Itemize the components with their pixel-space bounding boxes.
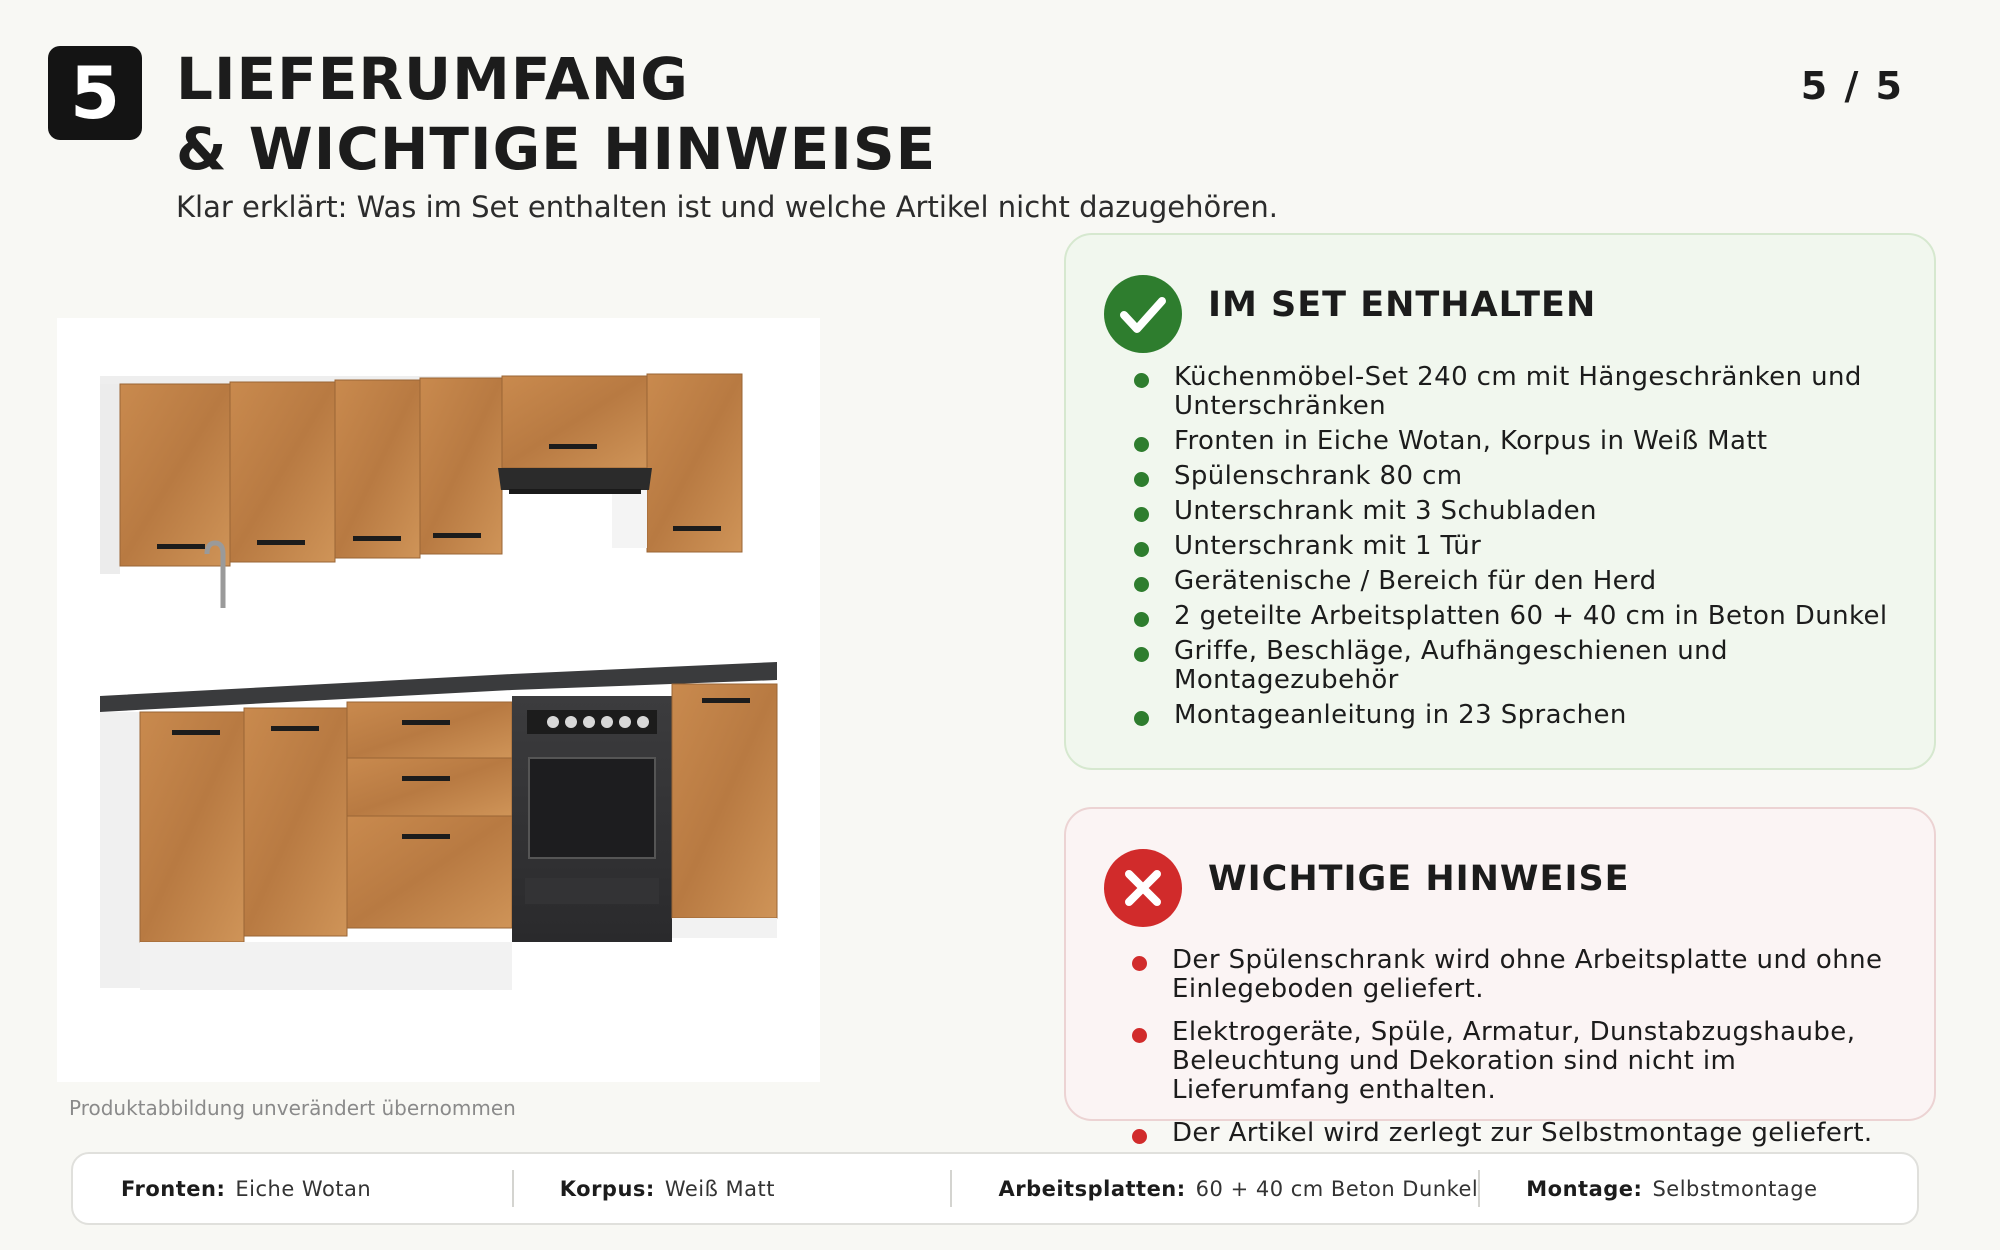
checkmark-icon [1104, 275, 1182, 353]
list-item-text: 2 geteilte Arbeitsplatten 60 + 40 cm in Beton Dunkel [1174, 601, 1888, 631]
bullet-icon [1132, 1129, 1147, 1144]
bullet-icon [1134, 711, 1149, 726]
list-item-text: Elektrogeräte, Spüle, Armatur, Dunstabzugshaube, Beleuchtung und Dekoration sind nicht im Lieferumfang enthalten. [1172, 1017, 1856, 1105]
list-item [1066, 462, 1934, 491]
list-item [1066, 567, 1934, 596]
list-item [1064, 1018, 1936, 1105]
list-item [1066, 637, 1934, 695]
list-item-text: Unterschrank mit 1 Tür [1174, 531, 1482, 561]
wall-cabinets [100, 374, 742, 574]
list-item-text: Küchenmöbel-Set 240 cm mit Hängeschränken und Unterschränken [1174, 362, 1862, 421]
bullet-icon [1134, 577, 1149, 592]
list-item-text: Gerätenische / Bereich für den Herd [1174, 566, 1657, 596]
bullet-icon [1134, 472, 1149, 487]
list-item [1066, 427, 1934, 456]
notes-heading: WICHTIGE HINWEISE [1208, 859, 1630, 899]
list-item-text: Fronten in Eiche Wotan, Korpus in Weiß Matt [1174, 426, 1768, 456]
bullet-icon [1134, 373, 1149, 388]
page-indicator: 5 / 5 [1800, 64, 1904, 108]
spec-value: Weiß Matt [664, 1176, 775, 1201]
spec-value: Eiche Wotan [235, 1176, 372, 1201]
cross-icon [1104, 849, 1182, 927]
list-item [1064, 1119, 1936, 1148]
spec-label: Montage: [1526, 1176, 1643, 1201]
base-cabinets [100, 543, 777, 990]
included-panel [1064, 233, 1936, 770]
bullet-icon [1134, 612, 1149, 627]
notes-list [1064, 946, 1936, 1162]
spec-label: Arbeitsplatten: [998, 1176, 1186, 1201]
bullet-icon [1132, 956, 1147, 971]
kitchen-set-illustration [57, 318, 820, 1082]
bullet-icon [1134, 647, 1149, 662]
list-item [1064, 946, 1936, 1004]
bullet-icon [1134, 437, 1149, 452]
list-item-text: Unterschrank mit 3 Schubladen [1174, 496, 1597, 526]
page-subtitle: Klar erklärt: Was im Set enthalten ist und welche Artikel nicht dazugehören. [176, 190, 1278, 224]
page-title-line-1: LIEFERUMFANG [176, 45, 689, 113]
list-item [1066, 701, 1934, 730]
list-item-text: Der Spülenschrank wird ohne Arbeitsplatte und ohne Einlegeboden geliefert. [1172, 945, 1883, 1004]
spec-montage [1478, 1154, 1917, 1223]
spec-label: Fronten: [121, 1176, 226, 1201]
list-item [1066, 497, 1934, 526]
included-heading: IM SET ENTHALTEN [1208, 285, 1597, 325]
spec-fronten [73, 1154, 512, 1223]
spec-korpus [512, 1154, 951, 1223]
bullet-icon [1134, 542, 1149, 557]
list-item-text: Spülenschrank 80 cm [1174, 461, 1463, 491]
specs-bar [71, 1152, 1919, 1225]
spec-arbeitsplatten [950, 1154, 1478, 1223]
page-title-line-2: & WICHTIGE HINWEISE [176, 115, 937, 183]
list-item-text: Griffe, Beschläge, Aufhängeschienen und Montagezubehör [1174, 636, 1728, 695]
list-item [1066, 602, 1934, 631]
bullet-icon [1132, 1028, 1147, 1043]
step-number-badge: 5 [48, 46, 142, 140]
product-image [57, 318, 820, 1082]
included-list [1066, 363, 1934, 736]
page-title [176, 44, 936, 184]
list-item [1066, 363, 1934, 421]
image-caption: Produktabbildung unverändert übernommen [69, 1096, 516, 1120]
bullet-icon [1134, 507, 1149, 522]
list-item-text: Der Artikel wird zerlegt zur Selbstmontage geliefert. [1172, 1118, 1873, 1148]
spec-label: Korpus: [559, 1176, 655, 1201]
spec-value: 60 + 40 cm Beton Dunkel [1195, 1176, 1479, 1201]
spec-value: Selbstmontage [1652, 1176, 1818, 1201]
list-item [1066, 532, 1934, 561]
list-item-text: Montageanleitung in 23 Sprachen [1174, 700, 1627, 730]
